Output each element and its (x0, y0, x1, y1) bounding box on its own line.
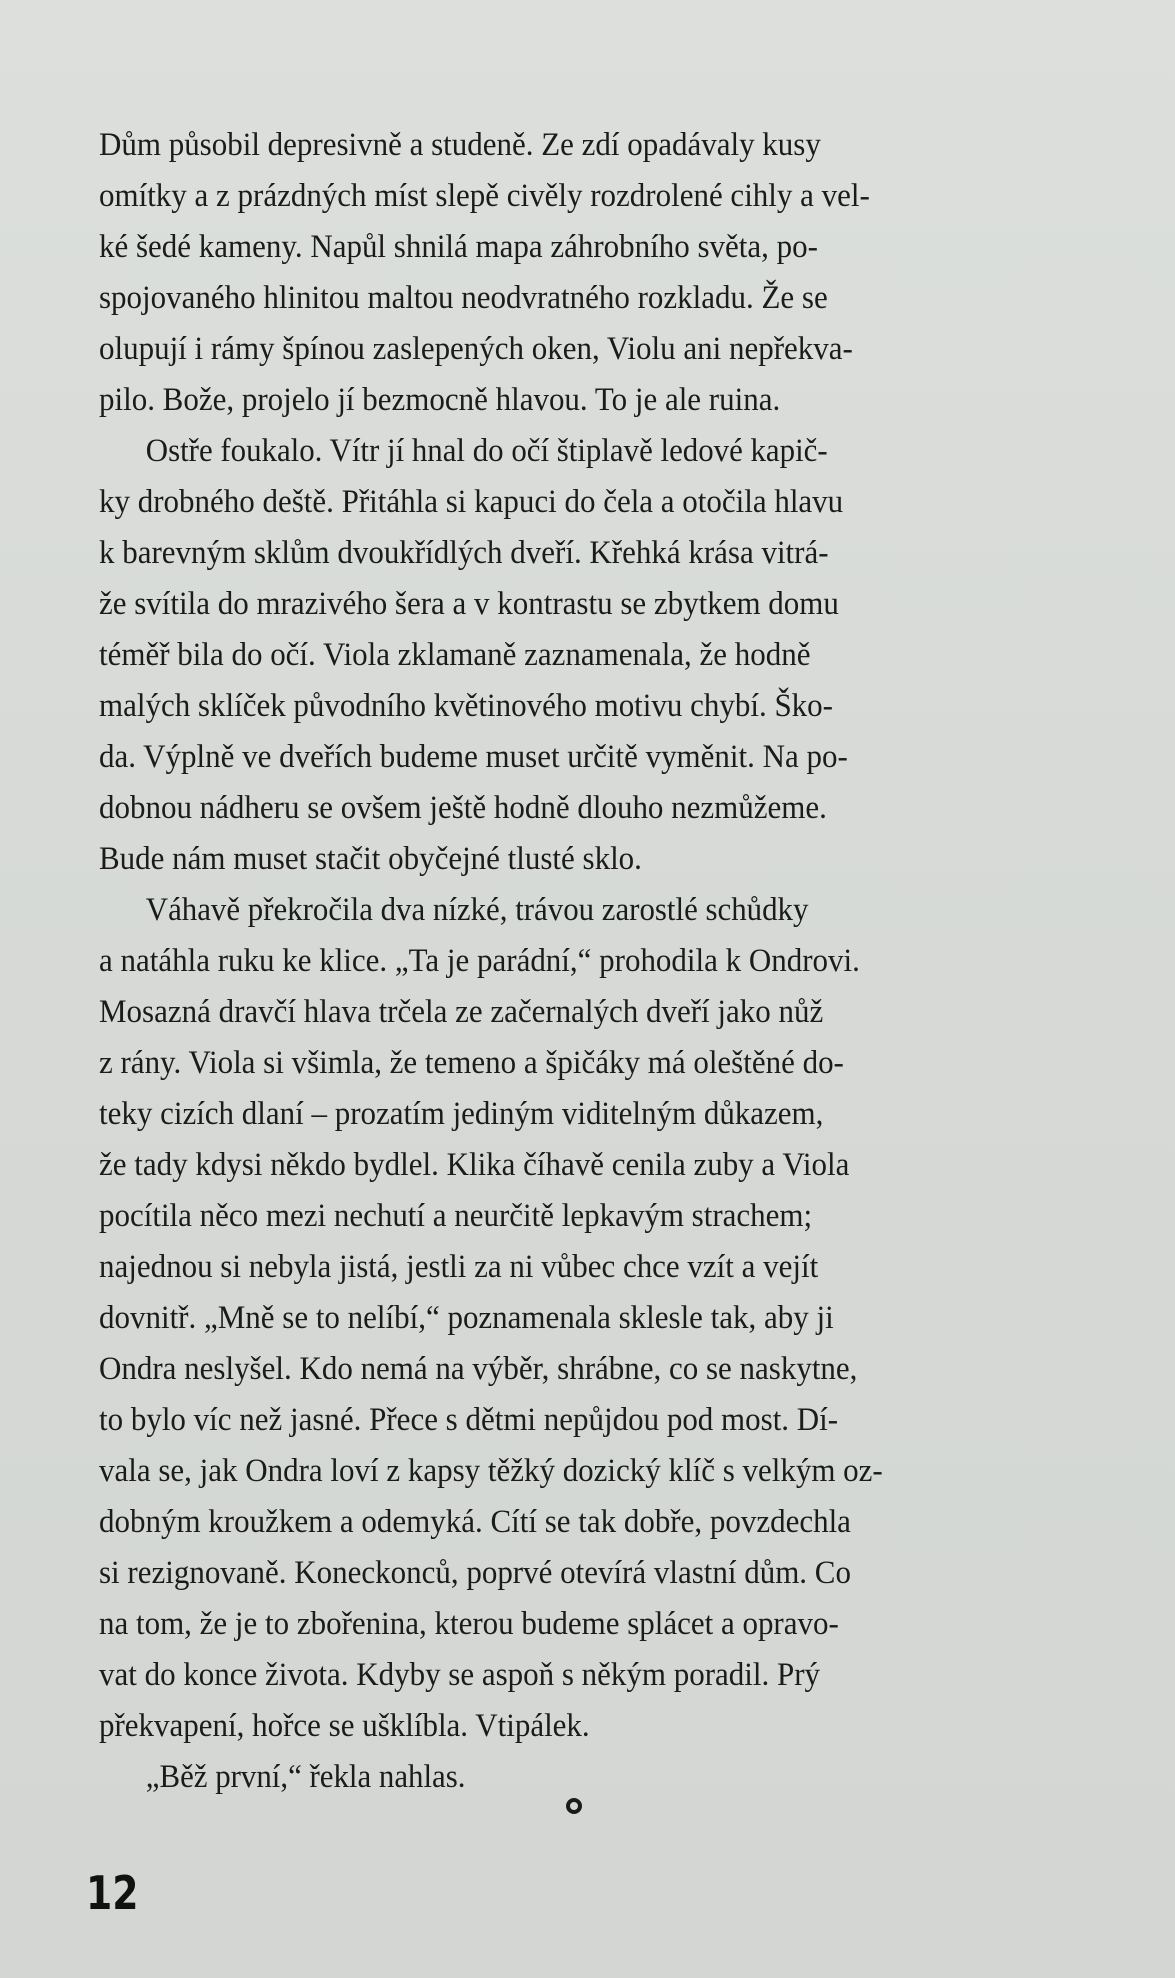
text-line: si rezignovaně. Koneckonců, poprvé otevírá vlastní dům. Co (99, 1555, 851, 1591)
text-line: dobným kroužkem a odemyká. Cítí se tak dobře, povzdechla (99, 1504, 851, 1540)
text-line: to bylo víc než jasné. Přece s dětmi nepůjdou pod most. Dí- (99, 1402, 839, 1438)
text-line: ké šedé kameny. Napůl shnilá mapa záhrobního světa, po- (99, 229, 818, 265)
text-line: teky cizích dlaní – prozatím jediným viditelným důkazem, (99, 1096, 824, 1132)
text-line: pocítila něco mezi nechutí a neurčitě lepkavým strachem; (99, 1198, 813, 1234)
text-line: vat do konce života. Kdyby se aspoň s někým poradil. Prý (99, 1657, 821, 1693)
text-line: pilo. Bože, projelo jí bezmocně hlavou. To je ale ruina. (99, 382, 781, 418)
page-number: 12 (86, 1866, 139, 1920)
text-line: malých sklíček původního květinového motivu chybí. Ško- (99, 688, 833, 724)
text-line: omítky a z prázdných míst slepě civěly rozdrolené cihly a vel- (99, 178, 870, 214)
text-line: Ostře foukalo. Vítr jí hnal do očí štiplavě ledové kapič- (145, 433, 828, 469)
text-line: „Běž první,“ řekla nahlas. (145, 1759, 466, 1795)
circle-ornament-icon (566, 1798, 582, 1814)
text-line: že svítila do mrazivého šera a v kontrastu se zbytkem domu (99, 586, 839, 622)
text-line: že tady kdysi někdo bydlel. Klika číhavě cenila zuby a Viola (99, 1147, 850, 1183)
text-line: spojovaného hlinitou maltou neodvratného rozkladu. Že se (99, 280, 828, 316)
text-line: dobnou nádheru se ovšem ještě hodně dlouho nezmůžeme. (99, 790, 827, 826)
text-line: Ondra neslyšel. Kdo nemá na výběr, shrábne, co se naskytne, (99, 1351, 858, 1387)
text-line: Mosazná dravčí hlava trčela ze začernalých dveří jako nůž (99, 994, 824, 1030)
text-line: téměř bila do očí. Viola zklamaně zaznamenala, že hodně (99, 637, 811, 673)
text-line: k barevným sklům dvoukřídlých dveří. Křehká krása vitrá- (99, 535, 829, 571)
text-line: dovnitř. „Mně se to nelíbí,“ poznamenala sklesle tak, aby ji (99, 1300, 834, 1336)
text-line: z rány. Viola si všimla, že temeno a špičáky má oleštěné do- (99, 1045, 844, 1081)
text-line: Váhavě překročila dva nízké, trávou zarostlé schůdky (145, 892, 809, 928)
text-line: a natáhla ruku ke klice. „Ta je parádní,“ prohodila k Ondrovi. (99, 943, 860, 979)
text-line: ky drobného deště. Přitáhla si kapuci do čela a otočila hlavu (99, 484, 844, 520)
text-line: na tom, že je to zbořenina, kterou budeme splácet a opravo- (99, 1606, 839, 1642)
text-line: vala se, jak Ondra loví z kapsy těžký dozický klíč s velkým oz- (99, 1453, 883, 1489)
text-line: Bude nám muset stačit obyčejné tlusté sklo. (99, 841, 642, 877)
text-line: da. Výplně ve dveřích budeme muset určitě vyměnit. Na po- (99, 739, 848, 775)
text-line: překvapení, hořce se ušklíbla. Vtipálek. (99, 1708, 590, 1744)
text-line: olupují i rámy špínou zaslepených oken, Violu ani nepřekva- (99, 331, 853, 367)
body-text (99, 120, 1079, 1803)
text-line: najednou si nebyla jistá, jestli za ni vůbec chce vzít a vejít (99, 1249, 819, 1285)
text-line: Dům působil depresivně a studeně. Ze zdí opadávaly kusy (99, 127, 821, 163)
